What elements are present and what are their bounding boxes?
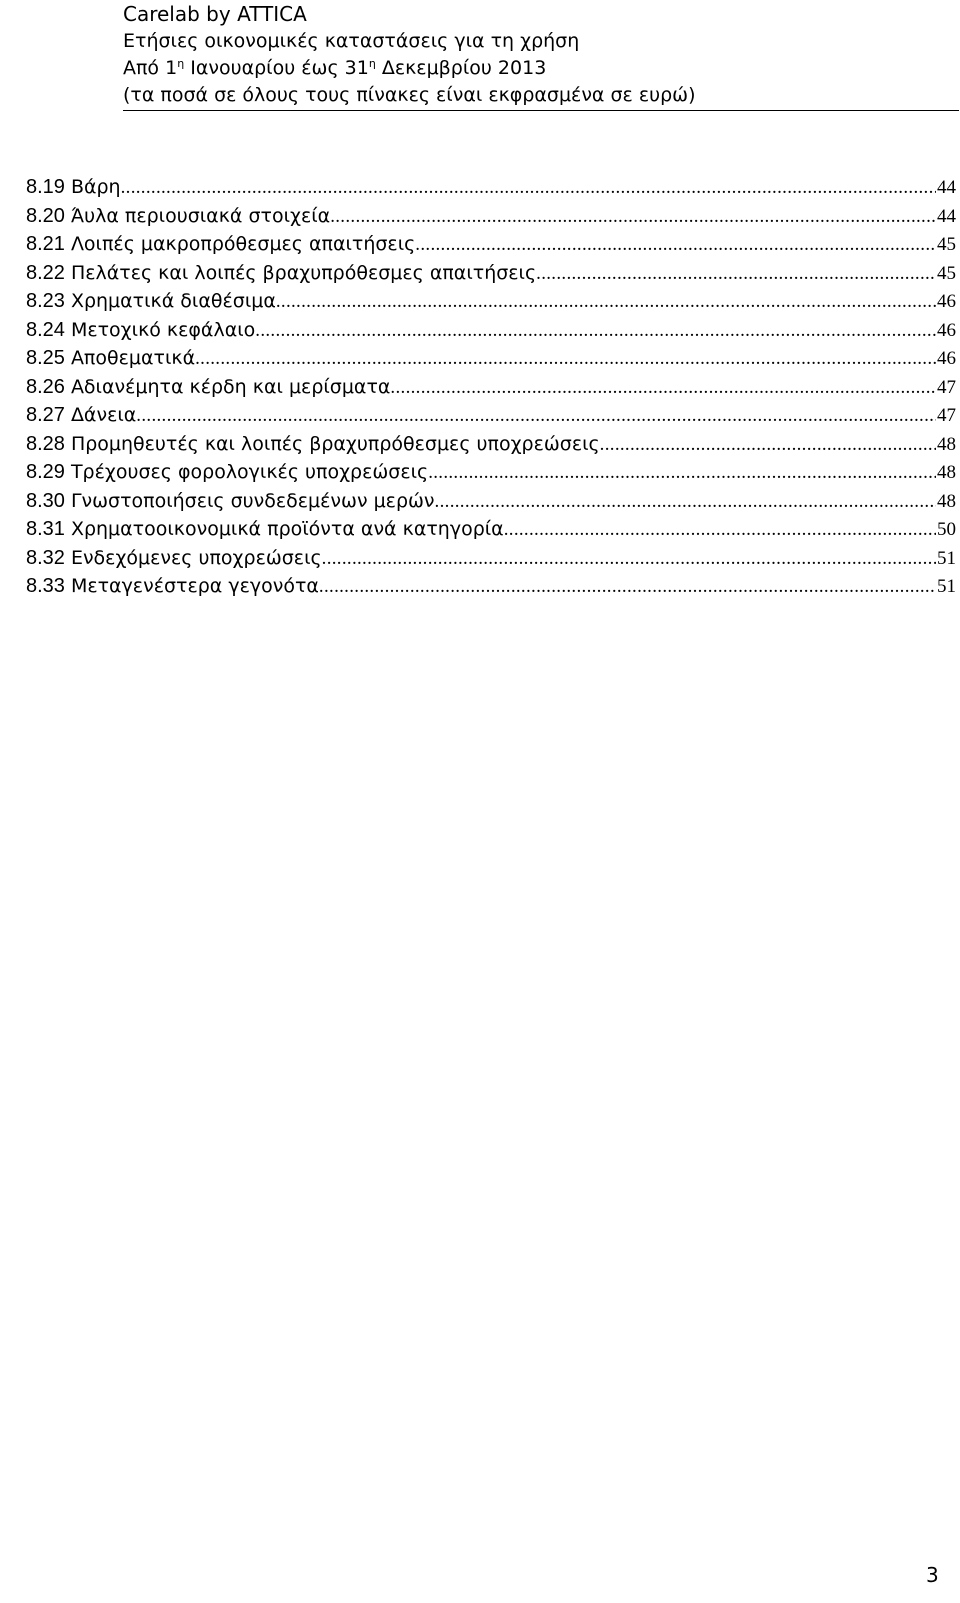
toc-entry-page: 48: [937, 462, 956, 483]
toc-dot-leader: [121, 174, 936, 203]
toc-entry-title: Προμηθευτές και λοιπές βραχυπρόθεσμες υποχρεώσεις: [70, 432, 600, 455]
toc-entry-page: 44: [937, 205, 956, 227]
toc-dot-leader: [536, 260, 936, 289]
toc-entry-number: 8.30: [26, 489, 65, 512]
page-header: [123, 0, 948, 109]
toc-entry-page: 51: [937, 576, 956, 597]
toc-entry-page: 50: [937, 519, 956, 540]
toc-entry-title: Αποθεματικά: [70, 347, 196, 369]
toc-entry[interactable]: [26, 515, 956, 544]
toc-dot-leader: [435, 488, 936, 517]
toc-dot-leader: [428, 459, 936, 488]
toc-entry-page: 45: [937, 234, 956, 255]
toc-dot-leader: [415, 231, 936, 260]
currency-note: (τα ποσά σε όλους τους πίνακες είναι εκφρασμένα σε ευρώ): [123, 84, 696, 106]
toc-entry-page: 46: [937, 348, 956, 369]
toc-entry-title: Ενδεχόμενες υποχρεώσεις: [70, 546, 322, 569]
toc-entry-number: 8.20: [26, 204, 65, 227]
toc-entry-title: Δάνεια: [70, 404, 137, 426]
report-period: [123, 55, 948, 82]
toc-entry[interactable]: [26, 487, 956, 516]
toc-entry-title: Άυλα περιουσιακά στοιχεία: [70, 204, 331, 227]
toc-entry[interactable]: [26, 259, 956, 288]
toc-entry-title: Αδιανέμητα κέρδη και μερίσματα: [70, 375, 391, 398]
toc-entry-title: Χρηματοοικονομικά προϊόντα ανά κατηγορία: [70, 518, 504, 540]
period-prefix: Από 1: [123, 57, 178, 79]
toc-dot-leader: [390, 374, 936, 403]
toc-entry-title: Τρέχουσες φορολογικές υποχρεώσεις: [70, 461, 429, 483]
toc-entry-number: 8.31: [26, 518, 65, 540]
toc-dot-leader: [255, 317, 936, 346]
toc-entry-title: Λοιπές μακροπρόθεσμες απαιτήσεις: [70, 233, 416, 255]
toc-dot-leader: [504, 516, 936, 545]
toc-entry[interactable]: [26, 202, 956, 231]
period-middle: Ιανουαρίου έως 31: [184, 57, 369, 79]
toc-entry-page: 48: [937, 433, 956, 455]
toc-entry-title: Μετοχικό κεφάλαιο: [70, 318, 256, 341]
page-number: 3: [926, 1563, 939, 1587]
toc-entry-number: 8.26: [26, 375, 65, 398]
toc-entry-page: 47: [937, 405, 956, 426]
period-suffix: Δεκεμβρίου 2013: [375, 57, 547, 79]
table-of-contents: [26, 173, 956, 601]
toc-entry[interactable]: [26, 230, 956, 259]
toc-entry-title: Βάρη: [70, 176, 121, 198]
toc-dot-leader: [330, 203, 936, 232]
toc-entry-title: Μεταγενέστερα γεγονότα: [70, 575, 319, 597]
toc-entry-number: 8.25: [26, 347, 65, 369]
toc-entry[interactable]: [26, 430, 956, 459]
toc-entry-page: 47: [937, 376, 956, 398]
toc-entry-number: 8.27: [26, 404, 65, 426]
toc-entry[interactable]: [26, 316, 956, 345]
company-name: Carelab by ATTICA: [123, 2, 307, 26]
toc-entry[interactable]: [26, 373, 956, 402]
toc-entry-page: 48: [937, 490, 956, 512]
toc-entry[interactable]: [26, 401, 956, 430]
toc-dot-leader: [322, 545, 936, 574]
period-superscript-2: η: [368, 57, 376, 70]
toc-entry-number: 8.32: [26, 546, 65, 569]
toc-entry-page: 46: [937, 291, 956, 312]
toc-entry-number: 8.22: [26, 261, 65, 284]
toc-entry-number: 8.19: [26, 176, 65, 198]
period-superscript-1: η: [177, 57, 185, 70]
toc-entry-page: 45: [937, 262, 956, 284]
toc-entry-number: 8.28: [26, 432, 65, 455]
toc-entry-number: 8.24: [26, 318, 65, 341]
toc-dot-leader: [195, 345, 936, 374]
toc-entry[interactable]: [26, 458, 956, 487]
toc-dot-leader: [319, 573, 936, 602]
toc-entry-page: 46: [937, 319, 956, 341]
toc-entry[interactable]: [26, 344, 956, 373]
toc-entry[interactable]: [26, 173, 956, 202]
report-subtitle: Ετήσιες οικονομικές καταστάσεις για τη χρήση: [123, 30, 580, 52]
toc-dot-leader: [600, 431, 936, 460]
toc-entry[interactable]: [26, 544, 956, 573]
toc-entry-page: 44: [937, 177, 956, 198]
toc-entry-title: Πελάτες και λοιπές βραχυπρόθεσμες απαιτήσεις: [70, 261, 537, 284]
toc-entry-title: Χρηματικά διαθέσιμα: [70, 290, 276, 312]
toc-dot-leader: [136, 402, 936, 431]
toc-dot-leader: [276, 288, 936, 317]
toc-entry-number: 8.29: [26, 461, 65, 483]
header-divider: [123, 110, 959, 111]
toc-entry-page: 51: [937, 547, 956, 569]
toc-entry-number: 8.21: [26, 233, 65, 255]
toc-entry-number: 8.33: [26, 575, 65, 597]
toc-entry-number: 8.23: [26, 290, 65, 312]
toc-entry[interactable]: [26, 287, 956, 316]
toc-entry-title: Γνωστοποιήσεις συνδεδεμένων μερών: [70, 489, 435, 512]
toc-entry[interactable]: [26, 572, 956, 601]
